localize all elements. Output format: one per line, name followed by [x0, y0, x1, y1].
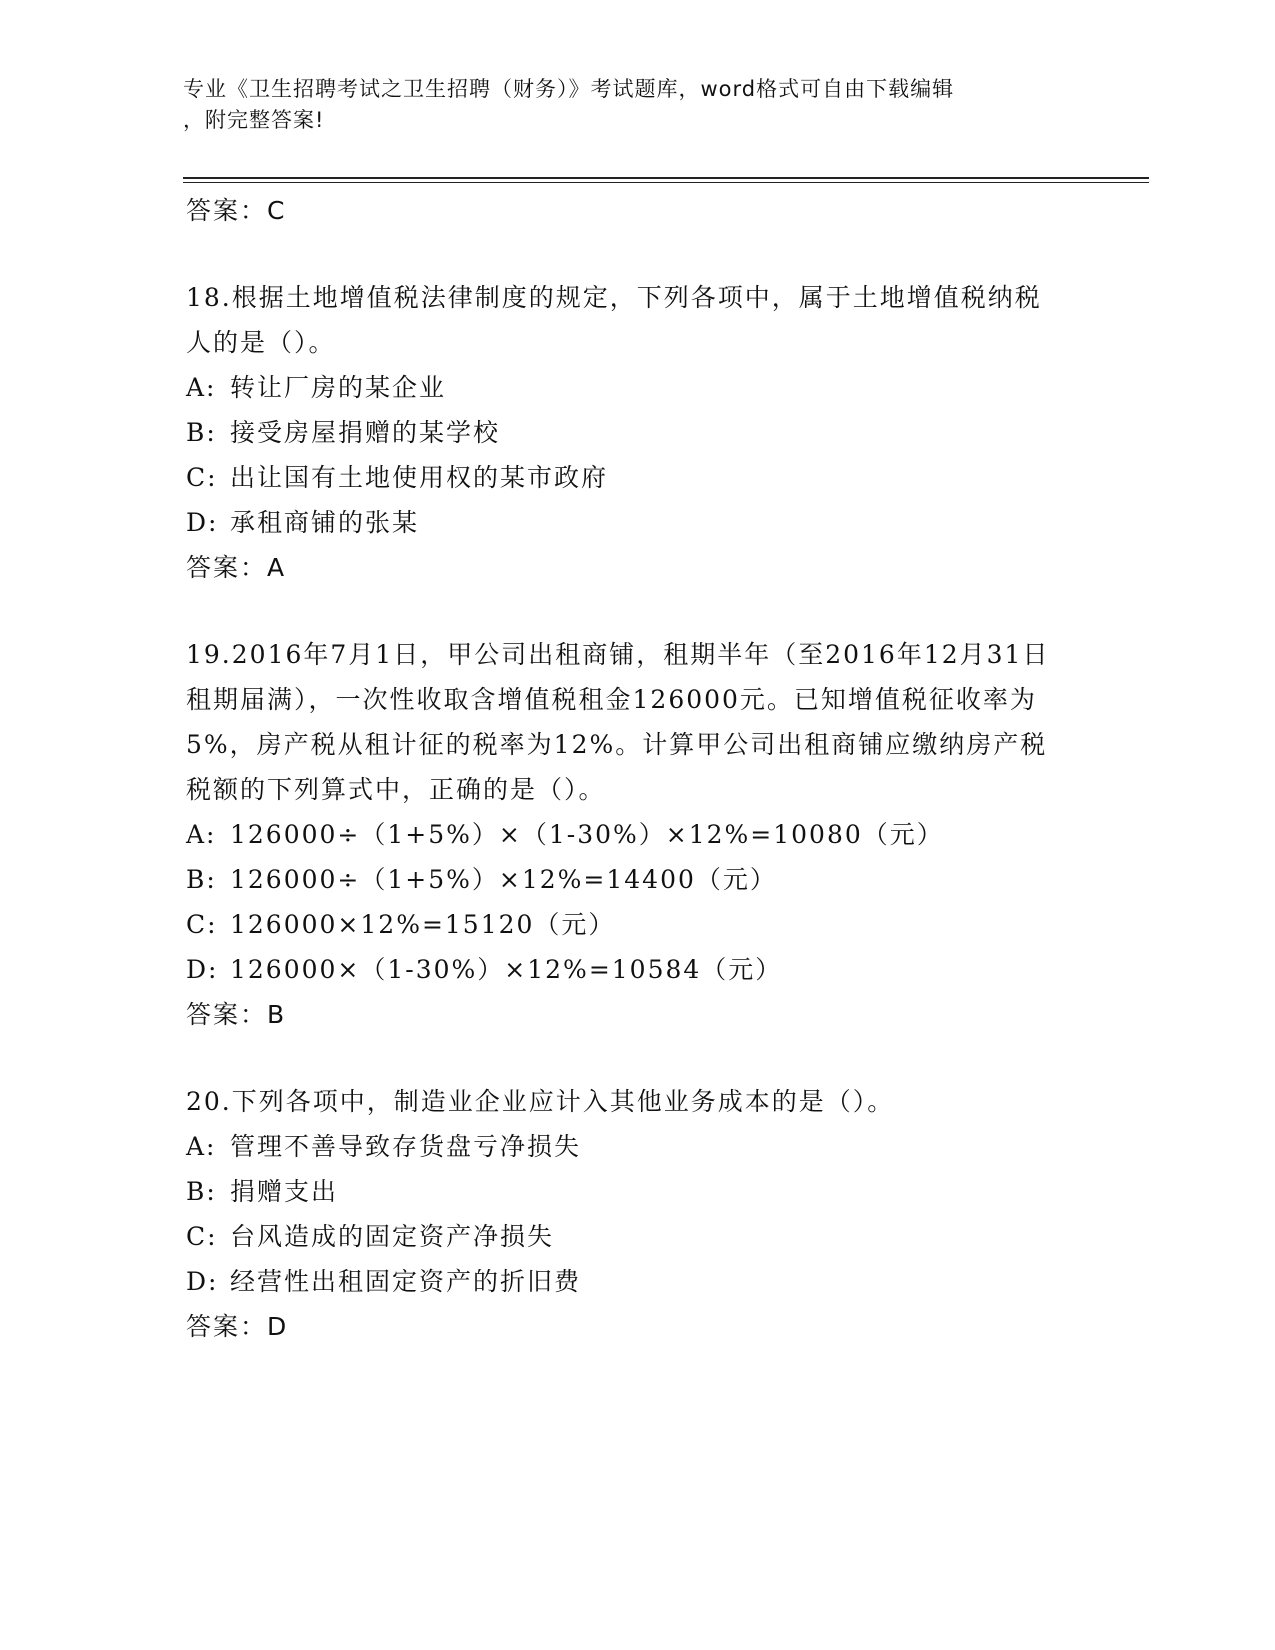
header-line-1: 专业《卫生招聘考试之卫生招聘（财务）》考试题库，word格式可自由下载编辑	[183, 77, 955, 101]
option-letter: A:	[186, 1132, 217, 1161]
option-d	[186, 1259, 1106, 1304]
answer: 答案：A	[186, 553, 287, 582]
option-letter: A:	[186, 373, 217, 402]
answer: 答案：B	[186, 1000, 287, 1029]
option-a	[186, 812, 1106, 857]
page-header	[183, 74, 1063, 136]
option-text: 转让厂房的某企业	[230, 373, 447, 402]
question-20	[186, 1079, 1106, 1349]
header-divider-thin	[183, 182, 1149, 183]
header-divider-thick	[183, 177, 1149, 179]
option-text: 接受房屋捐赠的某学校	[230, 418, 501, 447]
option-text: 捐赠支出	[230, 1177, 339, 1206]
option-b	[186, 1169, 1106, 1214]
option-text: 台风造成的固定资产净损失	[230, 1222, 555, 1251]
option-letter: C:	[186, 463, 218, 492]
question-body	[186, 188, 1106, 1349]
option-letter: D:	[186, 508, 219, 537]
option-letter: B:	[186, 1177, 217, 1206]
option-c	[186, 1214, 1106, 1259]
option-c	[186, 902, 1106, 947]
option-c	[186, 455, 1106, 500]
option-d	[186, 947, 1106, 992]
option-text: 经营性出租固定资产的折旧费	[230, 1267, 582, 1296]
option-letter: B:	[186, 418, 217, 447]
option-letter: C:	[186, 910, 218, 939]
option-letter: B:	[186, 865, 217, 894]
question-18	[186, 275, 1106, 590]
option-a	[186, 365, 1106, 410]
answer: 答案：D	[186, 1312, 289, 1341]
option-a	[186, 1124, 1106, 1169]
option-text: 126000÷（1+5%）×（1-30%）×12%=10080（元）	[230, 820, 944, 849]
option-text: 126000÷（1+5%）×12%=14400（元）	[230, 865, 777, 894]
question-text: 20.下列各项中，制造业企业应计入其他业务成本的是（）。	[186, 1087, 895, 1116]
option-b	[186, 857, 1106, 902]
question-19	[186, 632, 1106, 1037]
question-text: 19.2016年7月1日，甲公司出租商铺，租期半年（至2016年12月31日租期届满），一次性收取含增值税租金126000元。已知增值税征收率为5%，房产税从租计征的税率为12%。计算甲公司出租商铺应缴纳房产税税额的下列算式中，正确的是（）。	[186, 640, 1050, 804]
option-letter: C:	[186, 1222, 218, 1251]
question-text: 18.根据土地增值税法律制度的规定，下列各项中，属于土地增值税纳税人的是（）。	[186, 283, 1042, 357]
option-b	[186, 410, 1106, 455]
option-letter: A:	[186, 820, 217, 849]
option-d	[186, 500, 1106, 545]
option-letter: D:	[186, 1267, 219, 1296]
header-line-2: ，附完整答案!	[183, 108, 325, 132]
option-text: 126000×12%=15120（元）	[230, 910, 616, 939]
option-text: 出让国有土地使用权的某市政府	[230, 463, 609, 492]
option-letter: D:	[186, 955, 219, 984]
option-text: 126000×（1-30%）×12%=10584（元）	[230, 955, 783, 984]
option-text: 管理不善导致存货盘亏净损失	[230, 1132, 582, 1161]
previous-answer: 答案：C	[186, 196, 287, 225]
option-text: 承租商铺的张某	[230, 508, 420, 537]
